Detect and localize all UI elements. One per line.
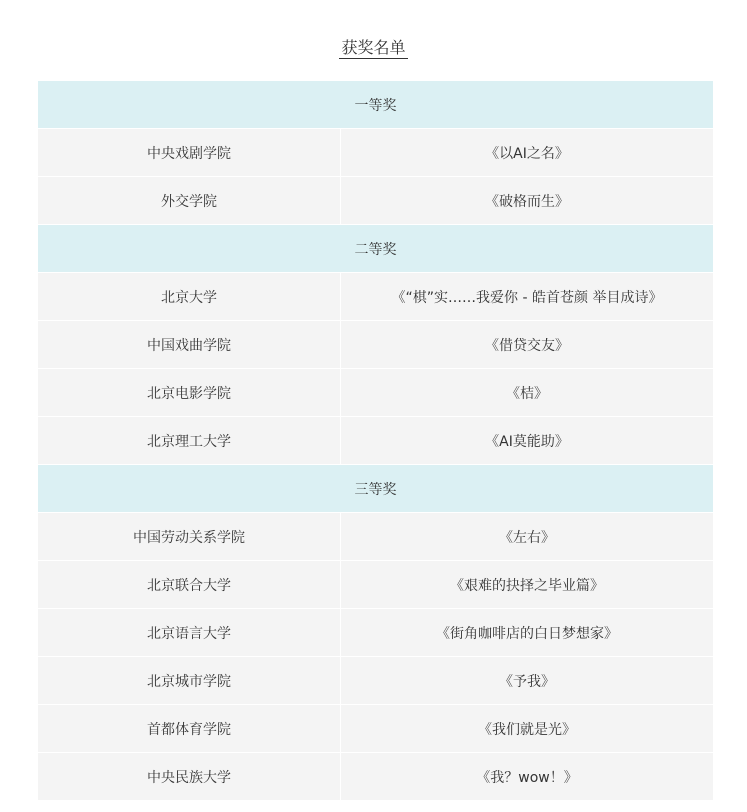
- table-row: [38, 705, 713, 753]
- section-header-second-prize: [38, 225, 713, 273]
- section-label: 二等奖: [38, 225, 713, 273]
- school-name: 北京电影学院: [38, 369, 341, 417]
- work-title: 《我们就是光》: [341, 705, 713, 753]
- work-title: 《AI莫能助》: [341, 417, 713, 465]
- table-row: [38, 417, 713, 465]
- work-title: 《我？wow！》: [341, 753, 713, 801]
- work-title: 《桔》: [341, 369, 713, 417]
- section-label: 一等奖: [38, 81, 713, 129]
- school-name: 中国戏曲学院: [38, 321, 341, 369]
- work-title: 《破格而生》: [341, 177, 713, 225]
- table-row: [38, 177, 713, 225]
- school-name: 北京城市学院: [38, 657, 341, 705]
- awards-table: [38, 81, 713, 801]
- table-row: [38, 369, 713, 417]
- section-header-first-prize: [38, 81, 713, 129]
- school-name: 中央民族大学: [38, 753, 341, 801]
- page-title-text: 获奖名单: [341, 38, 406, 57]
- table-row: [38, 321, 713, 369]
- school-name: 北京语言大学: [38, 609, 341, 657]
- work-title: 《以AI之名》: [341, 129, 713, 177]
- work-title: 《街角咖啡店的白日梦想家》: [341, 609, 713, 657]
- school-name: 外交学院: [38, 177, 341, 225]
- school-name: 北京大学: [38, 273, 341, 321]
- school-name: 中央戏剧学院: [38, 129, 341, 177]
- title-wrap: [0, 38, 747, 58]
- table-row: [38, 609, 713, 657]
- section-label: 三等奖: [38, 465, 713, 513]
- table-row: [38, 561, 713, 609]
- work-title: 《予我》: [341, 657, 713, 705]
- school-name: 北京联合大学: [38, 561, 341, 609]
- table-row: [38, 273, 713, 321]
- work-title: 《“棋”实……我爱你 - 皓首苍颜 举目成诗》: [341, 273, 713, 321]
- work-title: 《借贷交友》: [341, 321, 713, 369]
- table-row: [38, 513, 713, 561]
- section-header-third-prize: [38, 465, 713, 513]
- table-row: [38, 753, 713, 801]
- table-row: [38, 657, 713, 705]
- work-title: 《艰难的抉择之毕业篇》: [341, 561, 713, 609]
- school-name: 首都体育学院: [38, 705, 341, 753]
- school-name: 北京理工大学: [38, 417, 341, 465]
- table-row: [38, 129, 713, 177]
- work-title: 《左右》: [341, 513, 713, 561]
- school-name: 中国劳动关系学院: [38, 513, 341, 561]
- page-title: [331, 38, 415, 58]
